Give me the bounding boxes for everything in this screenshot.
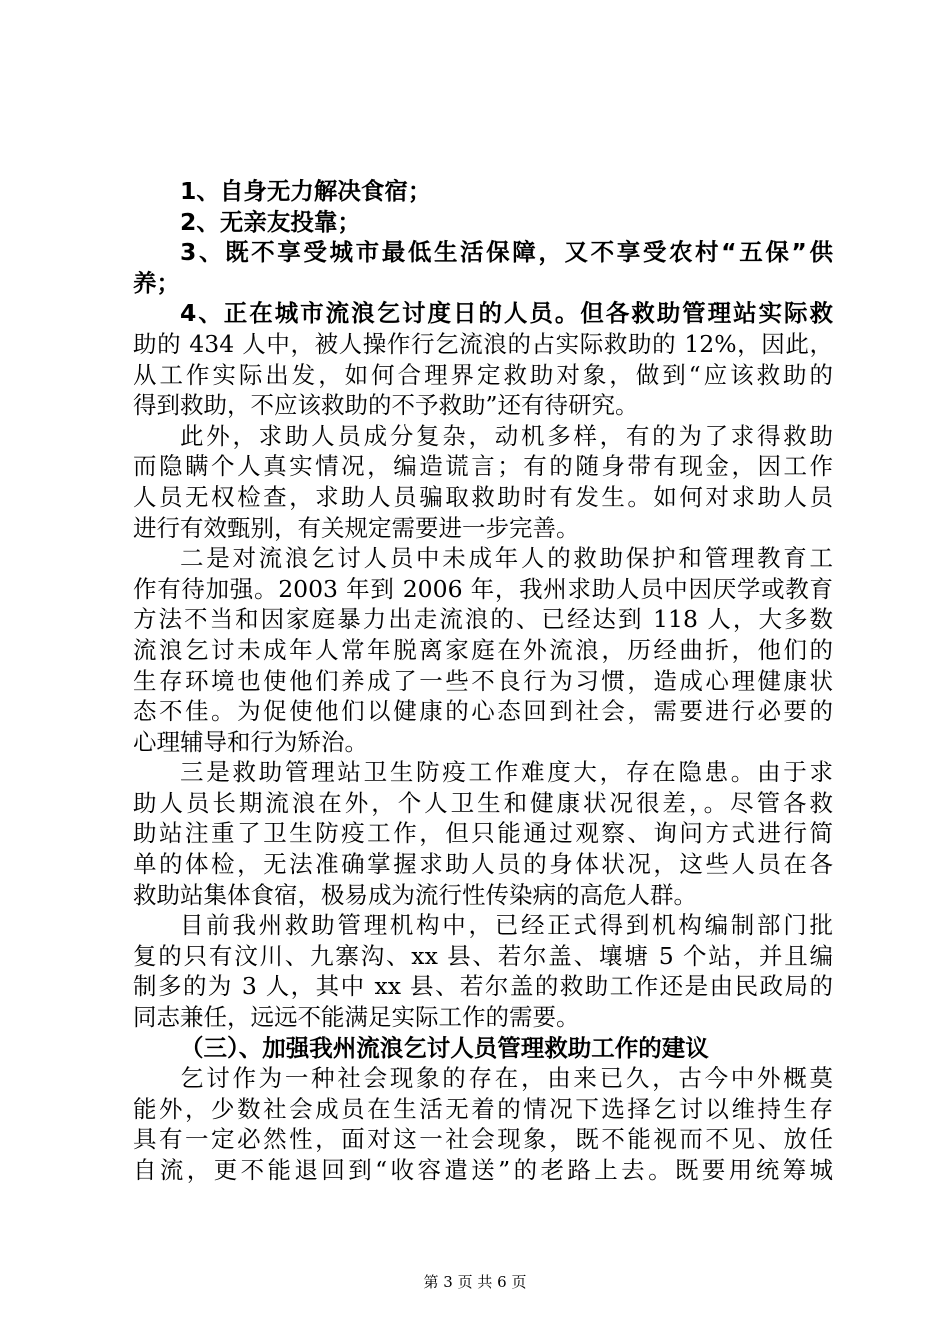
text-line: 二是对流浪乞讨人员中未成年人的救助保护和管理教育工	[180, 544, 833, 573]
text-line: 2、无亲友投靠；	[180, 207, 361, 236]
text-line: 自流，更不能退回到“收容遣送”的老路上去。既要用统筹城	[133, 1156, 833, 1184]
text-line: 人员无权检查，求助人员骗取救助时有发生。如何对求助人员	[133, 482, 833, 511]
text-line: 同志兼任，远远不能满足实际工作的需要。	[133, 1003, 580, 1032]
text-line: 进行有效甄别，有关规定需要进一步完善。	[133, 513, 580, 542]
document-body	[133, 176, 833, 1186]
text-line: 4、正在城市流浪乞讨度日的人员。但各救助管理站实际救	[180, 299, 833, 328]
text-line: 1、自身无力解决食宿；	[180, 177, 432, 205]
text-line: 乞讨作为一种社会现象的存在，由来已久，古今中外概莫	[180, 1064, 833, 1093]
text-line: 具有一定必然性，面对这一社会现象，既不能视而不见、放任	[133, 1125, 833, 1154]
text-line: 单的体检，无法准确掌握求助人员的身体状况，这些人员在各	[133, 850, 833, 879]
page-footer: 第 3 页 共 6 页	[423, 1273, 527, 1291]
text-line: 能外，少数社会成员在生活无着的情况下选择乞讨以维持生存	[133, 1094, 833, 1123]
text-line: 助的 434 人中，被人操作行乞流浪的占实际救助的 12%，因此，	[133, 329, 833, 358]
text-line: 作有待加强。2003 年到 2006 年，我州求助人员中因厌学或教育	[133, 574, 833, 603]
text-line: 方法不当和因家庭暴力出走流浪的、已经达到 118 人，大多数	[133, 605, 833, 634]
text-line: 生存环境也使他们养成了一些不良行为习惯，造成心理健康状	[133, 666, 833, 695]
text-line: 心理辅导和行为矫治。	[133, 727, 368, 756]
text-line: 此外，求助人员成分复杂，动机多样，有的为了求得救助	[180, 421, 833, 450]
text-line: 而隐瞒个人真实情况，编造谎言；有的随身带有现金，因工作	[133, 452, 833, 481]
text-line: 从工作实际出发，如何合理界定救助对象，做到“应该救助的	[133, 360, 833, 389]
text-line: 制多的为 3 人，其中 xx 县、若尔盖的救助工作还是由民政局的	[133, 972, 833, 1001]
text-line: 态不佳。为促使他们以健康的心态回到社会，需要进行必要的	[133, 697, 833, 726]
text-line: 复的只有汶川、九寨沟、xx 县、若尔盖、壤塘 5 个站，并且编	[133, 941, 833, 970]
text-line: 助人员长期流浪在外，个人卫生和健康状况很差，。尽管各救	[133, 788, 833, 817]
text-line: 救助站集体食宿，极易成为流行性传染病的高危人群。	[133, 880, 697, 909]
text-line: 目前我州救助管理机构中，已经正式得到机构编制部门批	[180, 911, 833, 940]
text-line: 流浪乞讨未成年人常年脱离家庭在外流浪，历经曲折，他们的	[133, 635, 833, 664]
text-line: 得到救助，不应该救助的不予救助”还有待研究。	[133, 391, 639, 420]
text-line: 3、既不享受城市最低生活保障，又不享受农村“五保”供	[180, 238, 833, 267]
text-line: 三是救助管理站卫生防疫工作难度大，存在隐患。由于求	[180, 758, 833, 787]
text-line: 助站注重了卫生防疫工作，但只能通过观察、询问方式进行简	[133, 819, 833, 848]
text-line: （三）、加强我州流浪乞讨人员管理救助工作的建议	[180, 1033, 709, 1062]
text-line: 养；	[133, 268, 180, 297]
